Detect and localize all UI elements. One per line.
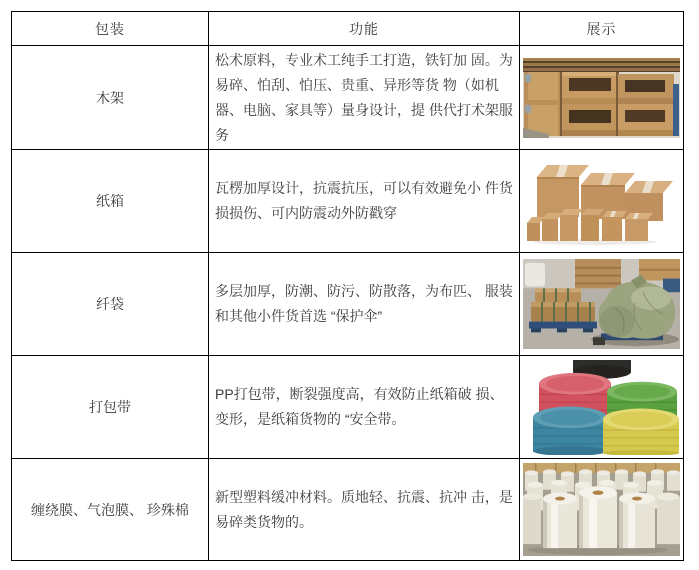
header-row bbox=[12, 12, 684, 46]
strapping-rolls-image bbox=[523, 360, 680, 455]
film-rolls-image bbox=[523, 463, 680, 556]
function-text: PP打包带，断裂强度高，有效防止纸箱破 损、变形，是纸箱货物的 “安全带。 bbox=[209, 356, 520, 459]
function-text: 新型塑料缓冲材料。质地轻、抗震、抗冲 击，是易碎类货物的。 bbox=[209, 459, 520, 561]
wooden-crates-photo bbox=[523, 58, 680, 138]
display-cell bbox=[520, 356, 684, 459]
header-cell-display: 展示 bbox=[520, 12, 684, 46]
table-row-strapping bbox=[12, 356, 684, 459]
table-row-wooden-frame bbox=[12, 46, 684, 150]
woven-bags-image bbox=[523, 259, 680, 349]
function-text: 瓦楞加厚设计，抗震抗压，可以有效避免小 件货损损伤、可内防震动外防戳穿 bbox=[209, 150, 520, 253]
packaging-name: 打包带 bbox=[12, 356, 209, 459]
display-cell bbox=[520, 46, 684, 150]
strapping-rolls-photo bbox=[523, 360, 680, 455]
carton-boxes-image bbox=[523, 155, 680, 247]
header-cell-function: 功能 bbox=[209, 12, 520, 46]
packaging-table bbox=[11, 11, 684, 561]
carton-boxes-photo bbox=[523, 155, 680, 247]
display-cell bbox=[520, 459, 684, 561]
table-row-carton bbox=[12, 150, 684, 253]
header-cell-packaging: 包装 bbox=[12, 12, 209, 46]
packaging-name: 纸箱 bbox=[12, 150, 209, 253]
packaging-name: 纤袋 bbox=[12, 253, 209, 356]
table-row-woven-bag bbox=[12, 253, 684, 356]
woven-bags-photo bbox=[523, 259, 680, 349]
table-row-film bbox=[12, 459, 684, 561]
packaging-name: 缠绕膜、气泡膜、 珍殊棉 bbox=[12, 459, 209, 561]
wooden-crates-image bbox=[523, 58, 680, 138]
film-rolls-photo bbox=[523, 463, 680, 556]
display-cell bbox=[520, 253, 684, 356]
display-cell bbox=[520, 150, 684, 253]
function-text: 多层加厚，防潮、防污、防散落，为布匹、 服装和其他小件货首选 “保护伞” bbox=[209, 253, 520, 356]
function-text: 松术原料，专业术工纯手工打造，铁钉加 固。为易碎、怕刮、怕压、贵重、异形等货 物（如机器、电脑、家具等）量身设计，提 供代打术架服务 bbox=[209, 46, 520, 150]
packaging-name: 木架 bbox=[12, 46, 209, 150]
